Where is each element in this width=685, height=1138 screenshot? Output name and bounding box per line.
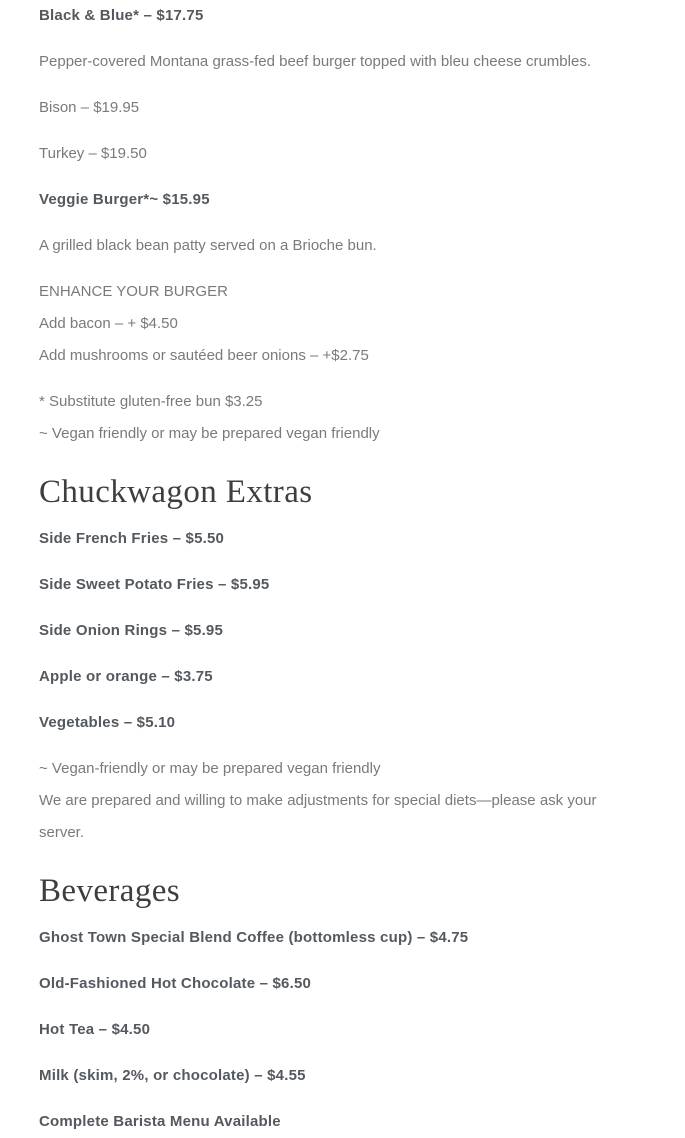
menu-item-black-and-blue: Black & Blue* – $17.75: [39, 7, 204, 24]
menu-item-veggie-burger: Veggie Burger*~ $15.95: [39, 191, 210, 208]
menu-item-bison: Bison – $19.95: [39, 99, 140, 116]
footnote-vegan: ~ Vegan friendly or may be prepared vegan friendly: [39, 425, 380, 442]
enhance-add-mushrooms-onions: Add mushrooms or sautéed beer onions – +$2.75: [39, 347, 369, 364]
menu-item-black-and-blue-description: Pepper-covered Montana grass-fed beef burger topped with bleu cheese crumbles.: [39, 53, 591, 70]
burger-footnotes: [39, 386, 645, 450]
section-heading-chuckwagon-extras: Chuckwagon Extras: [39, 474, 313, 510]
enhance-your-burger-block: [39, 276, 645, 372]
menu-item-vegetables: Vegetables – $5.10: [39, 714, 176, 731]
chuckwagon-extras-section: [39, 472, 645, 849]
menu-item-veggie-burger-description: A grilled black bean patty served on a Brioche bun.: [39, 237, 377, 254]
menu-item-side-onion-rings: Side Onion Rings – $5.95: [39, 622, 224, 639]
menu-item-turkey: Turkey – $19.50: [39, 145, 147, 162]
menu-item-ghost-town-coffee: Ghost Town Special Blend Coffee (bottomless cup) – $4.75: [39, 929, 469, 946]
beverages-section: [39, 871, 645, 1138]
extras-note-vegan: ~ Vegan-friendly or may be prepared vegan friendly: [39, 760, 381, 777]
menu-item-barista-menu: Complete Barista Menu Available: [39, 1113, 281, 1130]
menu-item-side-french-fries: Side French Fries – $5.50: [39, 530, 225, 547]
enhance-add-bacon: Add bacon – + $4.50: [39, 315, 178, 332]
menu-item-milk: Milk (skim, 2%, or chocolate) – $4.55: [39, 1067, 306, 1084]
section-heading-beverages: Beverages: [39, 873, 181, 909]
footnote-gluten-free: * Substitute gluten-free bun $3.25: [39, 393, 263, 410]
menu-item-hot-tea: Hot Tea – $4.50: [39, 1021, 151, 1038]
menu-item-hot-chocolate: Old-Fashioned Hot Chocolate – $6.50: [39, 975, 312, 992]
extras-notes: [39, 753, 645, 849]
menu-item-apple-or-orange: Apple or orange – $3.75: [39, 668, 213, 685]
enhance-heading: ENHANCE YOUR BURGER: [39, 283, 228, 300]
extras-note-special-diets: We are prepared and willing to make adjustments for special diets—please ask your server.: [39, 792, 597, 841]
burgers-section: [39, 0, 645, 450]
menu-item-side-sweet-potato-fries: Side Sweet Potato Fries – $5.95: [39, 576, 270, 593]
